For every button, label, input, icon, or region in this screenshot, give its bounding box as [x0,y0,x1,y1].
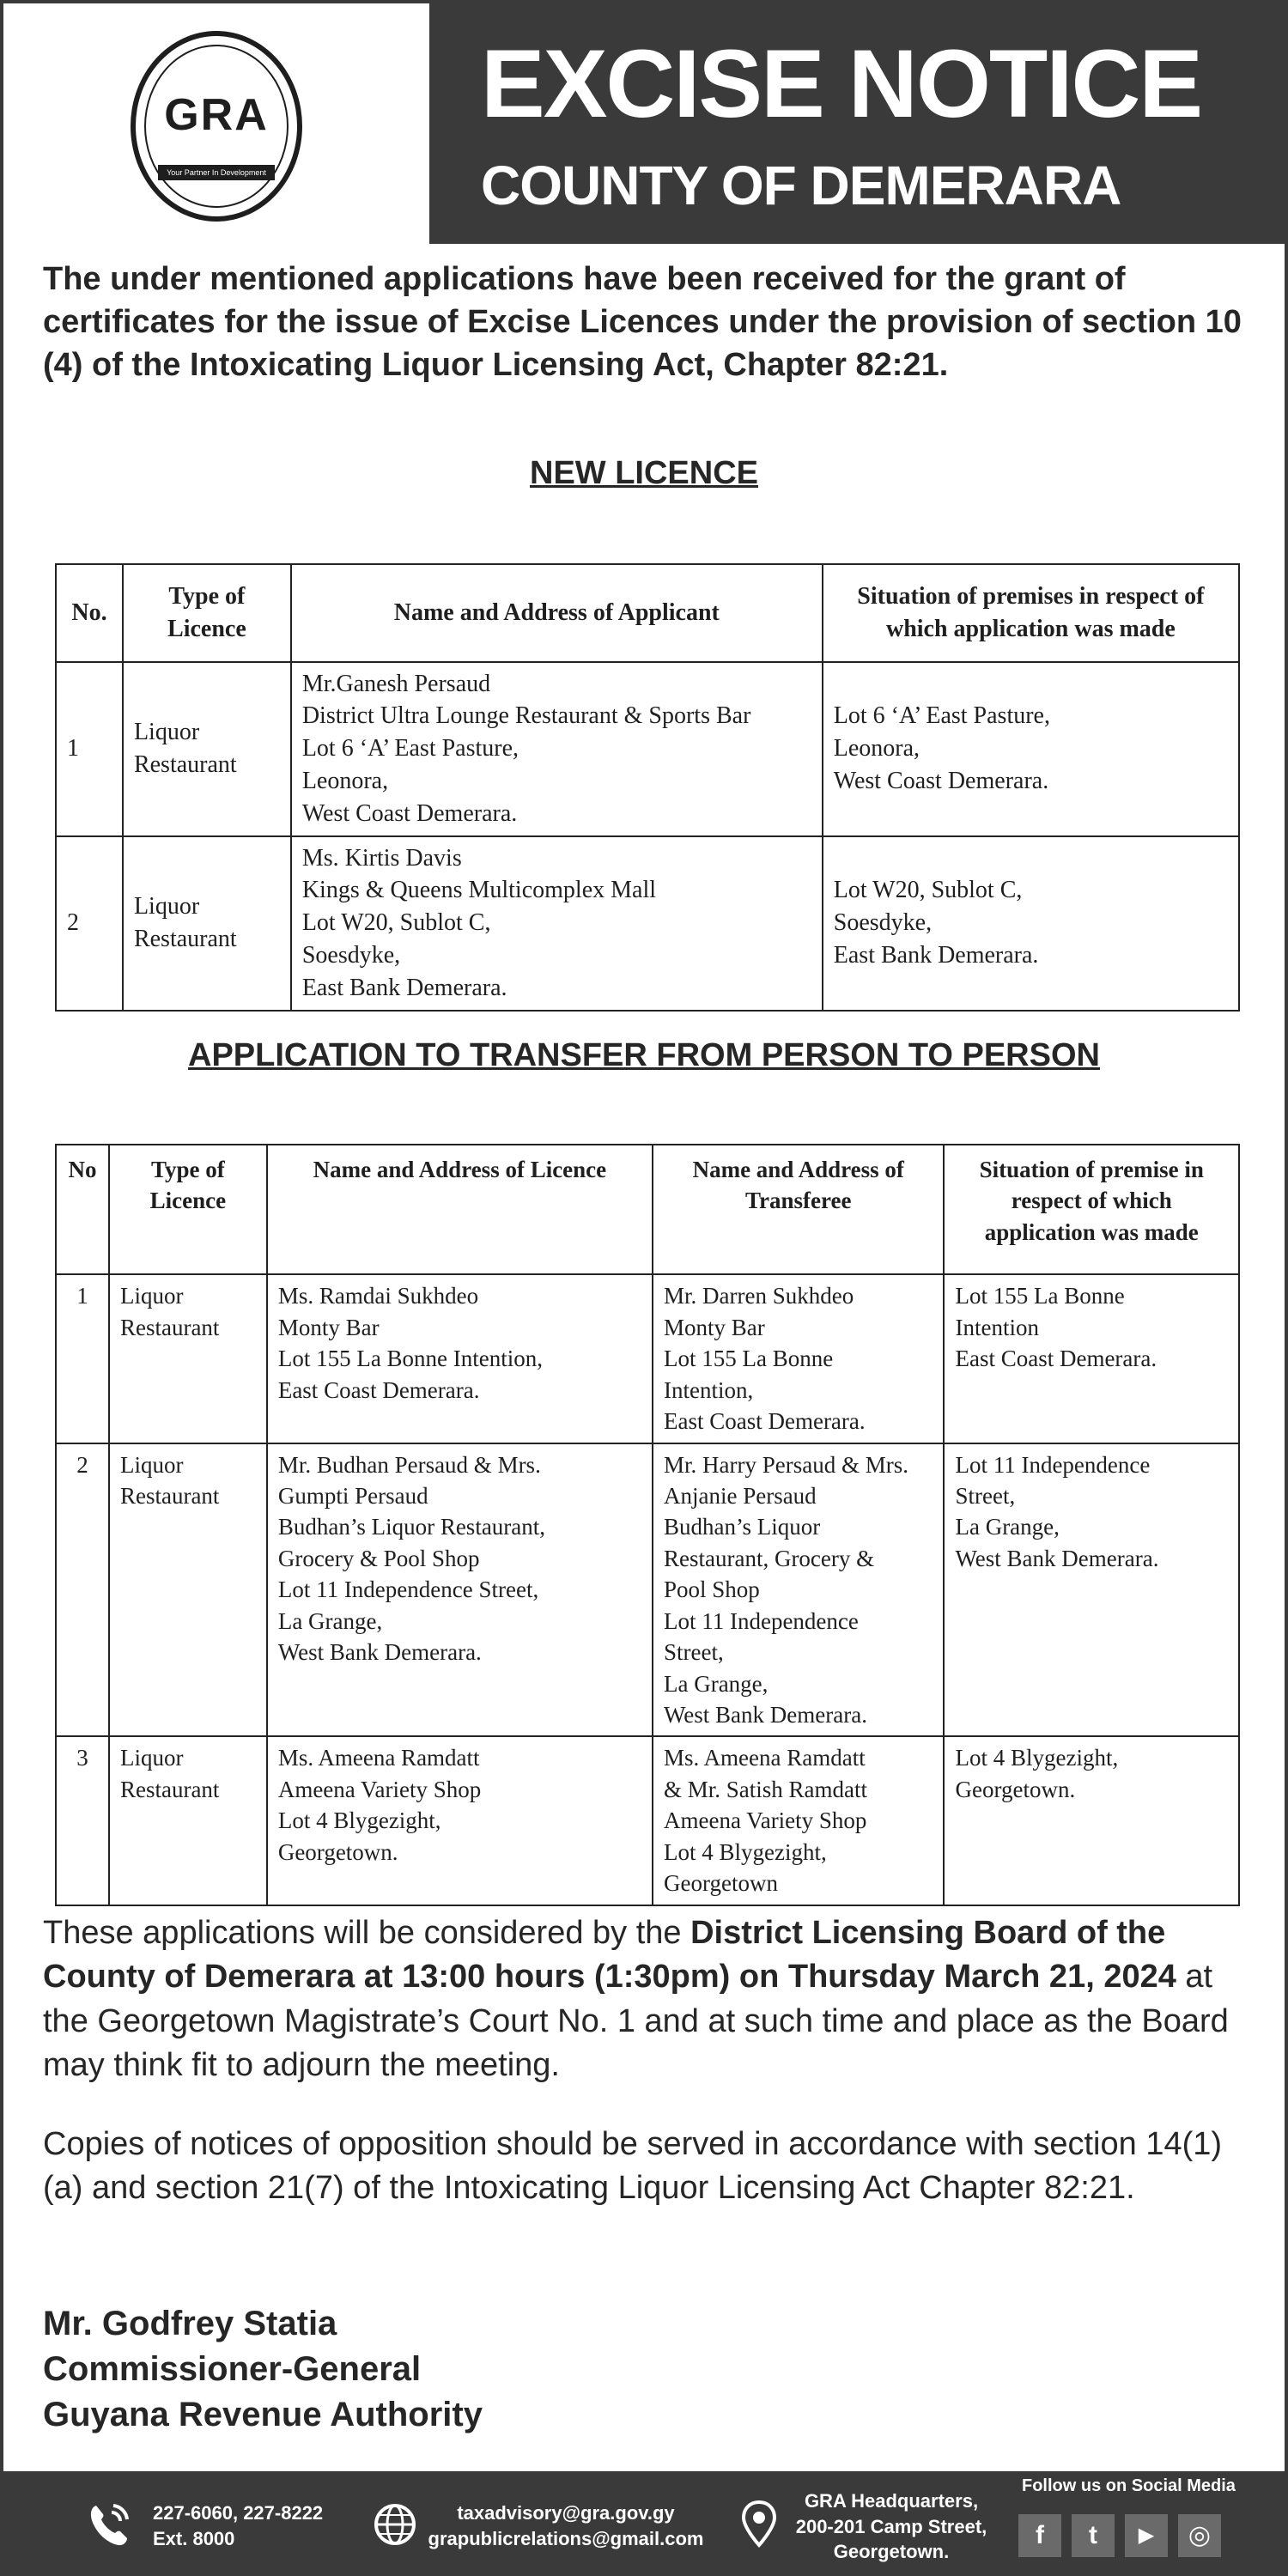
social-label: Follow us on Social Media [1022,2476,1236,2495]
email-globe-icon [373,2502,417,2547]
table-row [56,662,1239,836]
phone-text: 227-6060, 227-8222 Ext. 8000 [153,2502,324,2549]
licensee: Mr. Budhan Persaud & Mrs. Gumpti Persaud Budhan’s Liquor Restaurant, Grocery & Pool Shop Lot 11 Independence Street, La Grange, West Bank Demerara. [267,1443,653,1737]
column-header: Type of Licence [109,1145,267,1274]
table-row [56,1736,1239,1905]
youtube-icon[interactable]: ▶ [1125,2514,1168,2557]
logo-area [3,3,429,244]
logo-tagline: Your Partner In Development [158,165,275,180]
signature-block [43,2301,483,2439]
premises: Lot W20, Sublot C, Soesdyke, East Bank Demerara. [823,836,1239,1011]
column-header: Name and Address of Licence [267,1145,653,1274]
column-header: Type of Licence [123,564,291,662]
licence-type: Liquor Restaurant [109,1443,267,1737]
transferee: Ms. Ameena Ramdatt & Mr. Satish Ramdatt Ameena Variety Shop Lot 4 Blygezight, Georgetown [653,1736,944,1905]
intro-paragraph: The under mentioned applications have been received for the grant of certificates for the issue of Excise Licences under the provision of section 10 (4) of the Intoxicating Liquor Licensing Act, Chapter 82:21. [43,261,1242,384]
new-licence-heading: NEW LICENCE [530,455,758,491]
meeting-details: District Licensing Board of the County of Demerara at 13:00 hours (1:30pm) on Thursday March 21, 2024 [43,1915,1176,1996]
gra-logo [131,31,302,222]
premises: Lot 155 La Bonne Intention East Coast Demerara. [944,1274,1239,1443]
column-header: Name and Address of Applicant [291,564,823,662]
header [3,3,1285,244]
consideration-paragraph: These applications will be considered by the District Licensing Board of the County of Demerara at 13:00 hours (1:30pm) on Thursday March 21, 2024 at the Georgetown Magistrate’s Court No. 1 and at such time and place as the Board may think fit to adjourn the meeting. [43,1915,1229,2083]
row-number: 3 [56,1736,109,1905]
transfer-table [55,1144,1240,1906]
title-banner [429,3,1285,244]
table-row [56,1443,1239,1737]
row-number: 1 [56,1274,109,1443]
new-licence-table [55,563,1240,1012]
column-header: No. [56,564,123,662]
column-header: Situation of premises in respect of which application was made [823,564,1239,662]
transferee: Mr. Darren Sukhdeo Monty Bar Lot 155 La Bonne Intention, East Coast Demerara. [653,1274,944,1443]
table-row [56,836,1239,1011]
page-title: EXCISE NOTICE [481,30,1202,137]
licensee: Ms. Ramdai Sukhdeo Monty Bar Lot 155 La Bonne Intention, East Coast Demerara. [267,1274,653,1443]
transferee: Mr. Harry Persaud & Mrs. Anjanie Persaud Budhan’s Liquor Restaurant, Grocery & Pool Shop Lot 11 Independence Street, La Grange, West Bank Demerara. [653,1443,944,1737]
email-text: taxadvisory@gra.gov.gy grapublicrelations@gmail.com [428,2502,704,2549]
licence-type: Liquor Restaurant [109,1274,267,1443]
licence-type: Liquor Restaurant [109,1736,267,1905]
twitter-icon[interactable]: t [1072,2514,1115,2557]
logo-text: GRA [164,90,269,140]
licence-type: Liquor Restaurant [123,836,291,1011]
facebook-icon[interactable]: f [1018,2514,1061,2557]
transfer-heading: APPLICATION TO TRANSFER FROM PERSON TO PERSON [188,1037,1100,1073]
row-number: 2 [56,1443,109,1737]
row-number: 2 [56,836,123,1011]
phone-icon [81,2497,136,2552]
location-pin-icon [740,2499,778,2550]
signatory-org: Guyana Revenue Authority [43,2396,483,2434]
table-header-row [56,564,1239,662]
page-subtitle: COUNTY OF DEMERARA [481,155,1121,216]
footer [3,2471,1285,2573]
column-header: Name and Address of Transferee [653,1145,944,1274]
row-number: 1 [56,662,123,836]
applicant: Ms. Kirtis Davis Kings & Queens Multicomplex Mall Lot W20, Sublot C, Soesdyke, East Bank Demerara. [291,836,823,1011]
licensee: Ms. Ameena Ramdatt Ameena Variety Shop Lot 4 Blygezight, Georgetown. [267,1736,653,1905]
applicant: Mr.Ganesh Persaud District Ultra Lounge Restaurant & Sports Bar Lot 6 ‘A’ East Pasture, Leonora, West Coast Demerara. [291,662,823,836]
licence-type: Liquor Restaurant [123,662,291,836]
premises: Lot 4 Blygezight, Georgetown. [944,1736,1239,1905]
column-header: Situation of premise in respect of which application was made [944,1145,1239,1274]
signatory-title: Commissioner-General [43,2350,422,2389]
table-header-row [56,1145,1239,1274]
column-header: No [56,1145,109,1274]
premises: Lot 11 Independence Street, La Grange, West Bank Demerara. [944,1443,1239,1737]
instagram-icon[interactable]: ◎ [1178,2514,1221,2557]
table-row [56,1274,1239,1443]
opposition-paragraph: Copies of notices of opposition should be served in accordance with section 14(1) (a) and section 21(7) of the Intoxicating Liquor Licensing Act Chapter 82:21. [43,2126,1223,2207]
premises: Lot 6 ‘A’ East Pasture, Leonora, West Coast Demerara. [823,662,1239,836]
signatory-name: Mr. Godfrey Statia [43,2305,337,2342]
address-text: GRA Headquarters, 200-201 Camp Street, Georgetown. [795,2490,987,2563]
